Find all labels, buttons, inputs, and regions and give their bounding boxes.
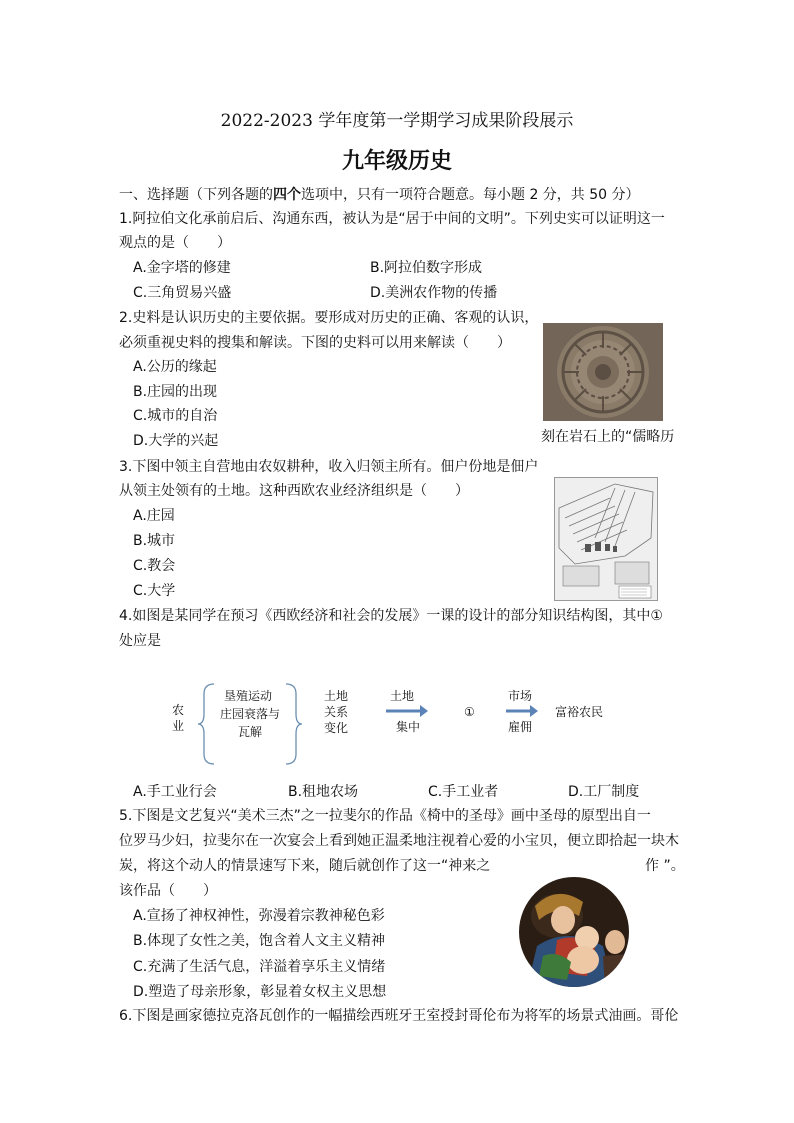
q3-option-a: A.庄园 xyxy=(133,508,175,524)
q3-option-c: C.教会 xyxy=(133,558,176,574)
diagram-arrow2-top: 市场 xyxy=(508,689,533,703)
diagram-rel-3: 变化 xyxy=(324,721,349,735)
diagram-mid-1: 垦殖运动 xyxy=(224,689,273,703)
q3-stem-line1: 3.下图中领主自营地由农奴耕种，收入归领主所有。佃户份地是佃户 xyxy=(119,459,539,475)
exam-subtitle: 2022-2023 学年度第一学期学习成果阶段展示 xyxy=(220,111,574,131)
q4-stem-line1: 4.如图是某同学在预习《西欧经济和社会的发展》一课的设计的部分知识结构图，其中① xyxy=(119,608,663,624)
q4-option-b: B.租地农场 xyxy=(288,784,359,800)
diagram-rel-2: 关系 xyxy=(324,705,349,719)
q3-stem-line2: 从领主处领有的土地。这种西欧农业经济组织是（ ） xyxy=(119,483,469,499)
q1-option-d: D.美洲农作物的传播 xyxy=(370,285,498,301)
q2-option-d: D.大学的兴起 xyxy=(133,433,219,449)
q5-stem-line3b: 作 ”。 xyxy=(645,858,685,874)
q2-stem-line2: 必须重视史料的搜集和解读。下图的史料可以用来解读（ ） xyxy=(119,335,511,351)
q1-option-b: B.阿拉伯数字形成 xyxy=(370,260,483,276)
diagram-arrow1-icon xyxy=(384,704,430,718)
section-prefix: 一、选择题（下列各题的 xyxy=(119,187,273,203)
madonna-painting-image xyxy=(517,876,631,988)
q5-stem-line1: 5.下图是文艺复兴“美术三杰”之一拉斐尔的作品《椅中的圣母》画中圣母的原型出自一 xyxy=(119,808,651,824)
q6-stem-line1: 6.下图是画家德拉克洛瓦创作的一幅描绘西班牙王室授封哥伦布为将军的场景式油画。哥伦 xyxy=(119,1008,679,1024)
q1-stem-line1: 1.阿拉伯文化承前启后、沟通东西，被认为是“居于中间的文明”。下列史实可以证明这一 xyxy=(119,211,665,227)
q4-stem-line2: 处应是 xyxy=(119,633,161,649)
diagram-left-2: 业 xyxy=(172,719,185,733)
q1-option-c: C.三角贸易兴盛 xyxy=(133,285,232,301)
diagram-rel-1: 土地 xyxy=(324,689,349,703)
q4-option-c: C.手工业者 xyxy=(428,784,499,800)
q2-option-a: A.公历的缘起 xyxy=(133,359,217,375)
q5-option-d: D.塑造了母亲形象，彰显着女权主义思想 xyxy=(133,984,387,1000)
section-bold: 四个 xyxy=(273,187,301,203)
q2-stem-line1: 2.史料是认识历史的主要依据。要形成对历史的正确、客观的认识， xyxy=(119,310,539,326)
q1-option-a: A.金字塔的修建 xyxy=(133,260,231,276)
q4-option-a: A.手工业行会 xyxy=(133,784,217,800)
diagram-mid-3: 瓦解 xyxy=(238,725,263,739)
calendar-stone-caption: 刻在岩石上的“儒略历 xyxy=(541,429,675,445)
diagram-arrow2-bottom: 雇佣 xyxy=(508,720,533,734)
q1-stem-line2: 观点的是（ ） xyxy=(119,235,231,251)
diagram-mid-2: 庄园衰落与 xyxy=(220,707,281,721)
diagram-result: 富裕农民 xyxy=(555,705,604,719)
diagram-arrow1-top: 土地 xyxy=(390,689,415,703)
diagram-left-1: 农 xyxy=(172,703,185,717)
q5-stem-line2: 位罗马少妇，拉斐尔在一次宴会上看到她正温柔地注视着心爱的小宝贝，便立即拾起一块木 xyxy=(119,833,679,849)
diagram-blank: ① xyxy=(464,705,475,719)
q5-option-c: C.充满了生活气息，洋溢着享乐主义情绪 xyxy=(133,959,386,975)
section-heading xyxy=(119,184,640,204)
manor-map-image xyxy=(554,477,658,601)
section-suffix: 选项中，只有一项符合题意。每小题 2 分，共 50 分） xyxy=(301,187,640,203)
q5-stem-line3a: 炭，将这个动人的情景速写下来，随后就创作了这一“神来之 xyxy=(119,858,491,874)
exam-title: 九年级历史 xyxy=(341,149,452,174)
q4-option-d: D.工厂制度 xyxy=(568,784,640,800)
q5-option-b: B.体现了女性之美，饱含着人文主义精神 xyxy=(133,933,386,949)
q2-option-c: C.城市的自治 xyxy=(133,408,218,424)
diagram-arrow2-icon xyxy=(504,704,540,718)
q5-stem-line4: 该作品（ ） xyxy=(119,883,217,899)
q5-option-a: A.宣扬了神权神性，弥漫着宗教神秘色彩 xyxy=(133,908,385,924)
q3-option-d: C.大学 xyxy=(133,583,176,599)
q2-option-b: B.庄园的出现 xyxy=(133,384,218,400)
calendar-stone-image xyxy=(543,323,663,421)
diagram-arrow1-bottom: 集中 xyxy=(396,720,421,734)
q3-option-b: B.城市 xyxy=(133,533,176,549)
